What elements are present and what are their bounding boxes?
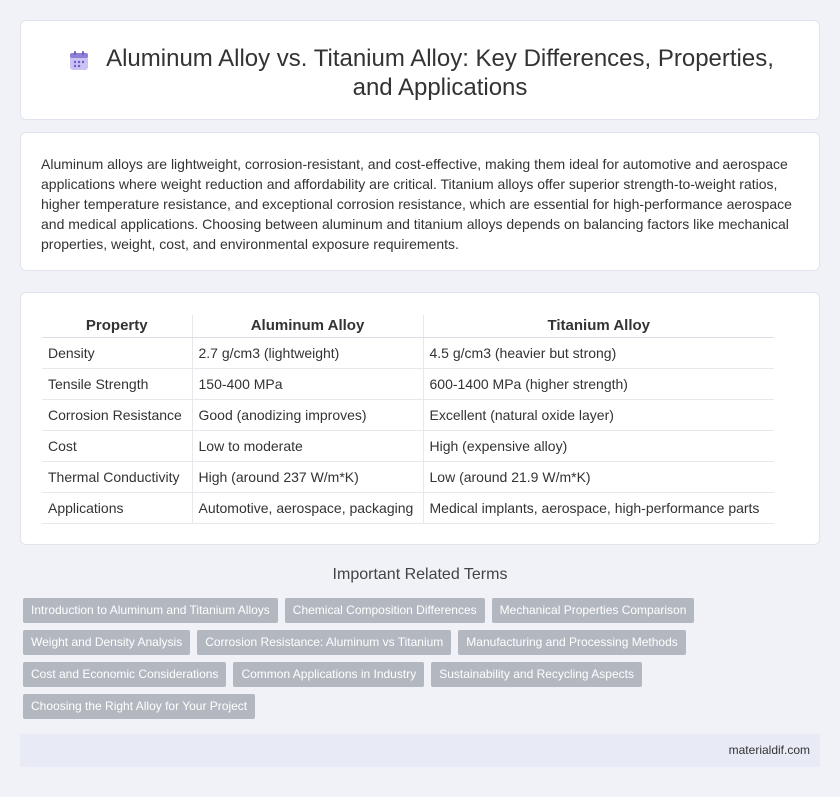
cell-property: Cost <box>42 430 192 461</box>
title-block <box>21 44 819 102</box>
related-terms-title: Important Related Terms <box>332 566 508 583</box>
cell-titanium: Excellent (natural oxide layer) <box>423 399 774 430</box>
cell-aluminum: 150-400 MPa <box>192 368 423 399</box>
related-term-link[interactable]: Cost and Economic Considerations <box>23 662 226 687</box>
cell-aluminum: 2.7 g/cm3 (lightweight) <box>192 337 423 368</box>
related-term-link[interactable]: Sustainability and Recycling Aspects <box>431 662 642 687</box>
cell-aluminum: Low to moderate <box>192 430 423 461</box>
cell-aluminum: Good (anodizing improves) <box>192 399 423 430</box>
cell-property: Thermal Conductivity <box>42 461 192 492</box>
table-row <box>42 399 774 430</box>
header-property: Property <box>42 315 192 337</box>
related-term-link[interactable]: Choosing the Right Alloy for Your Project <box>23 694 255 719</box>
page-title: Aluminum Alloy vs. Titanium Alloy: Key Differences, Properties, and Applications <box>106 45 774 101</box>
footer <box>20 734 820 767</box>
related-term-link[interactable]: Introduction to Aluminum and Titanium Alloys <box>23 598 278 623</box>
cell-aluminum: High (around 237 W/m*K) <box>192 461 423 492</box>
table-row <box>42 368 774 399</box>
related-term-link[interactable]: Mechanical Properties Comparison <box>492 598 695 623</box>
table-row <box>42 337 774 368</box>
header-titanium: Titanium Alloy <box>423 315 774 337</box>
header-card <box>20 20 820 120</box>
comparison-card <box>20 292 820 545</box>
footer-brand[interactable]: materialdif.com <box>728 743 810 757</box>
cell-property: Applications <box>42 492 192 523</box>
intro-card <box>20 132 820 271</box>
cell-property: Density <box>42 337 192 368</box>
related-terms-list <box>23 598 723 726</box>
cell-titanium: 600-1400 MPa (higher strength) <box>423 368 774 399</box>
related-term-link[interactable]: Manufacturing and Processing Methods <box>458 630 685 655</box>
cell-titanium: High (expensive alloy) <box>423 430 774 461</box>
table-header-row <box>42 315 774 337</box>
related-term-link[interactable]: Chemical Composition Differences <box>285 598 485 623</box>
cell-property: Corrosion Resistance <box>42 399 192 430</box>
related-term-link[interactable]: Common Applications in Industry <box>233 662 424 687</box>
cell-aluminum: Automotive, aerospace, packaging <box>192 492 423 523</box>
cell-titanium: 4.5 g/cm3 (heavier but strong) <box>423 337 774 368</box>
related-term-link[interactable]: Weight and Density Analysis <box>23 630 190 655</box>
cell-titanium: Medical implants, aerospace, high-performance parts <box>423 492 774 523</box>
comparison-table <box>42 315 774 524</box>
cell-titanium: Low (around 21.9 W/m*K) <box>423 461 774 492</box>
table-row <box>42 430 774 461</box>
table-row <box>42 492 774 523</box>
intro-paragraph: Aluminum alloys are lightweight, corrosion-resistant, and cost-effective, making them ideal for automotive and aerospace applications where weight reduction and affordability are critical. Titanium alloys offer superior strength-to-weight ratios, higher temperature resistance, and exceptional corrosion resistance, which are essential for high-performance aerospace and medical applications. Choosing between aluminum and titanium alloys depends on balancing factors like mechanical properties, weight, cost, and environmental exposure requirements. <box>41 156 792 252</box>
cell-property: Tensile Strength <box>42 368 192 399</box>
related-term-link[interactable]: Corrosion Resistance: Aluminum vs Titanium <box>197 630 451 655</box>
table-row <box>42 461 774 492</box>
calendar-icon <box>67 49 91 73</box>
header-aluminum: Aluminum Alloy <box>192 315 423 337</box>
